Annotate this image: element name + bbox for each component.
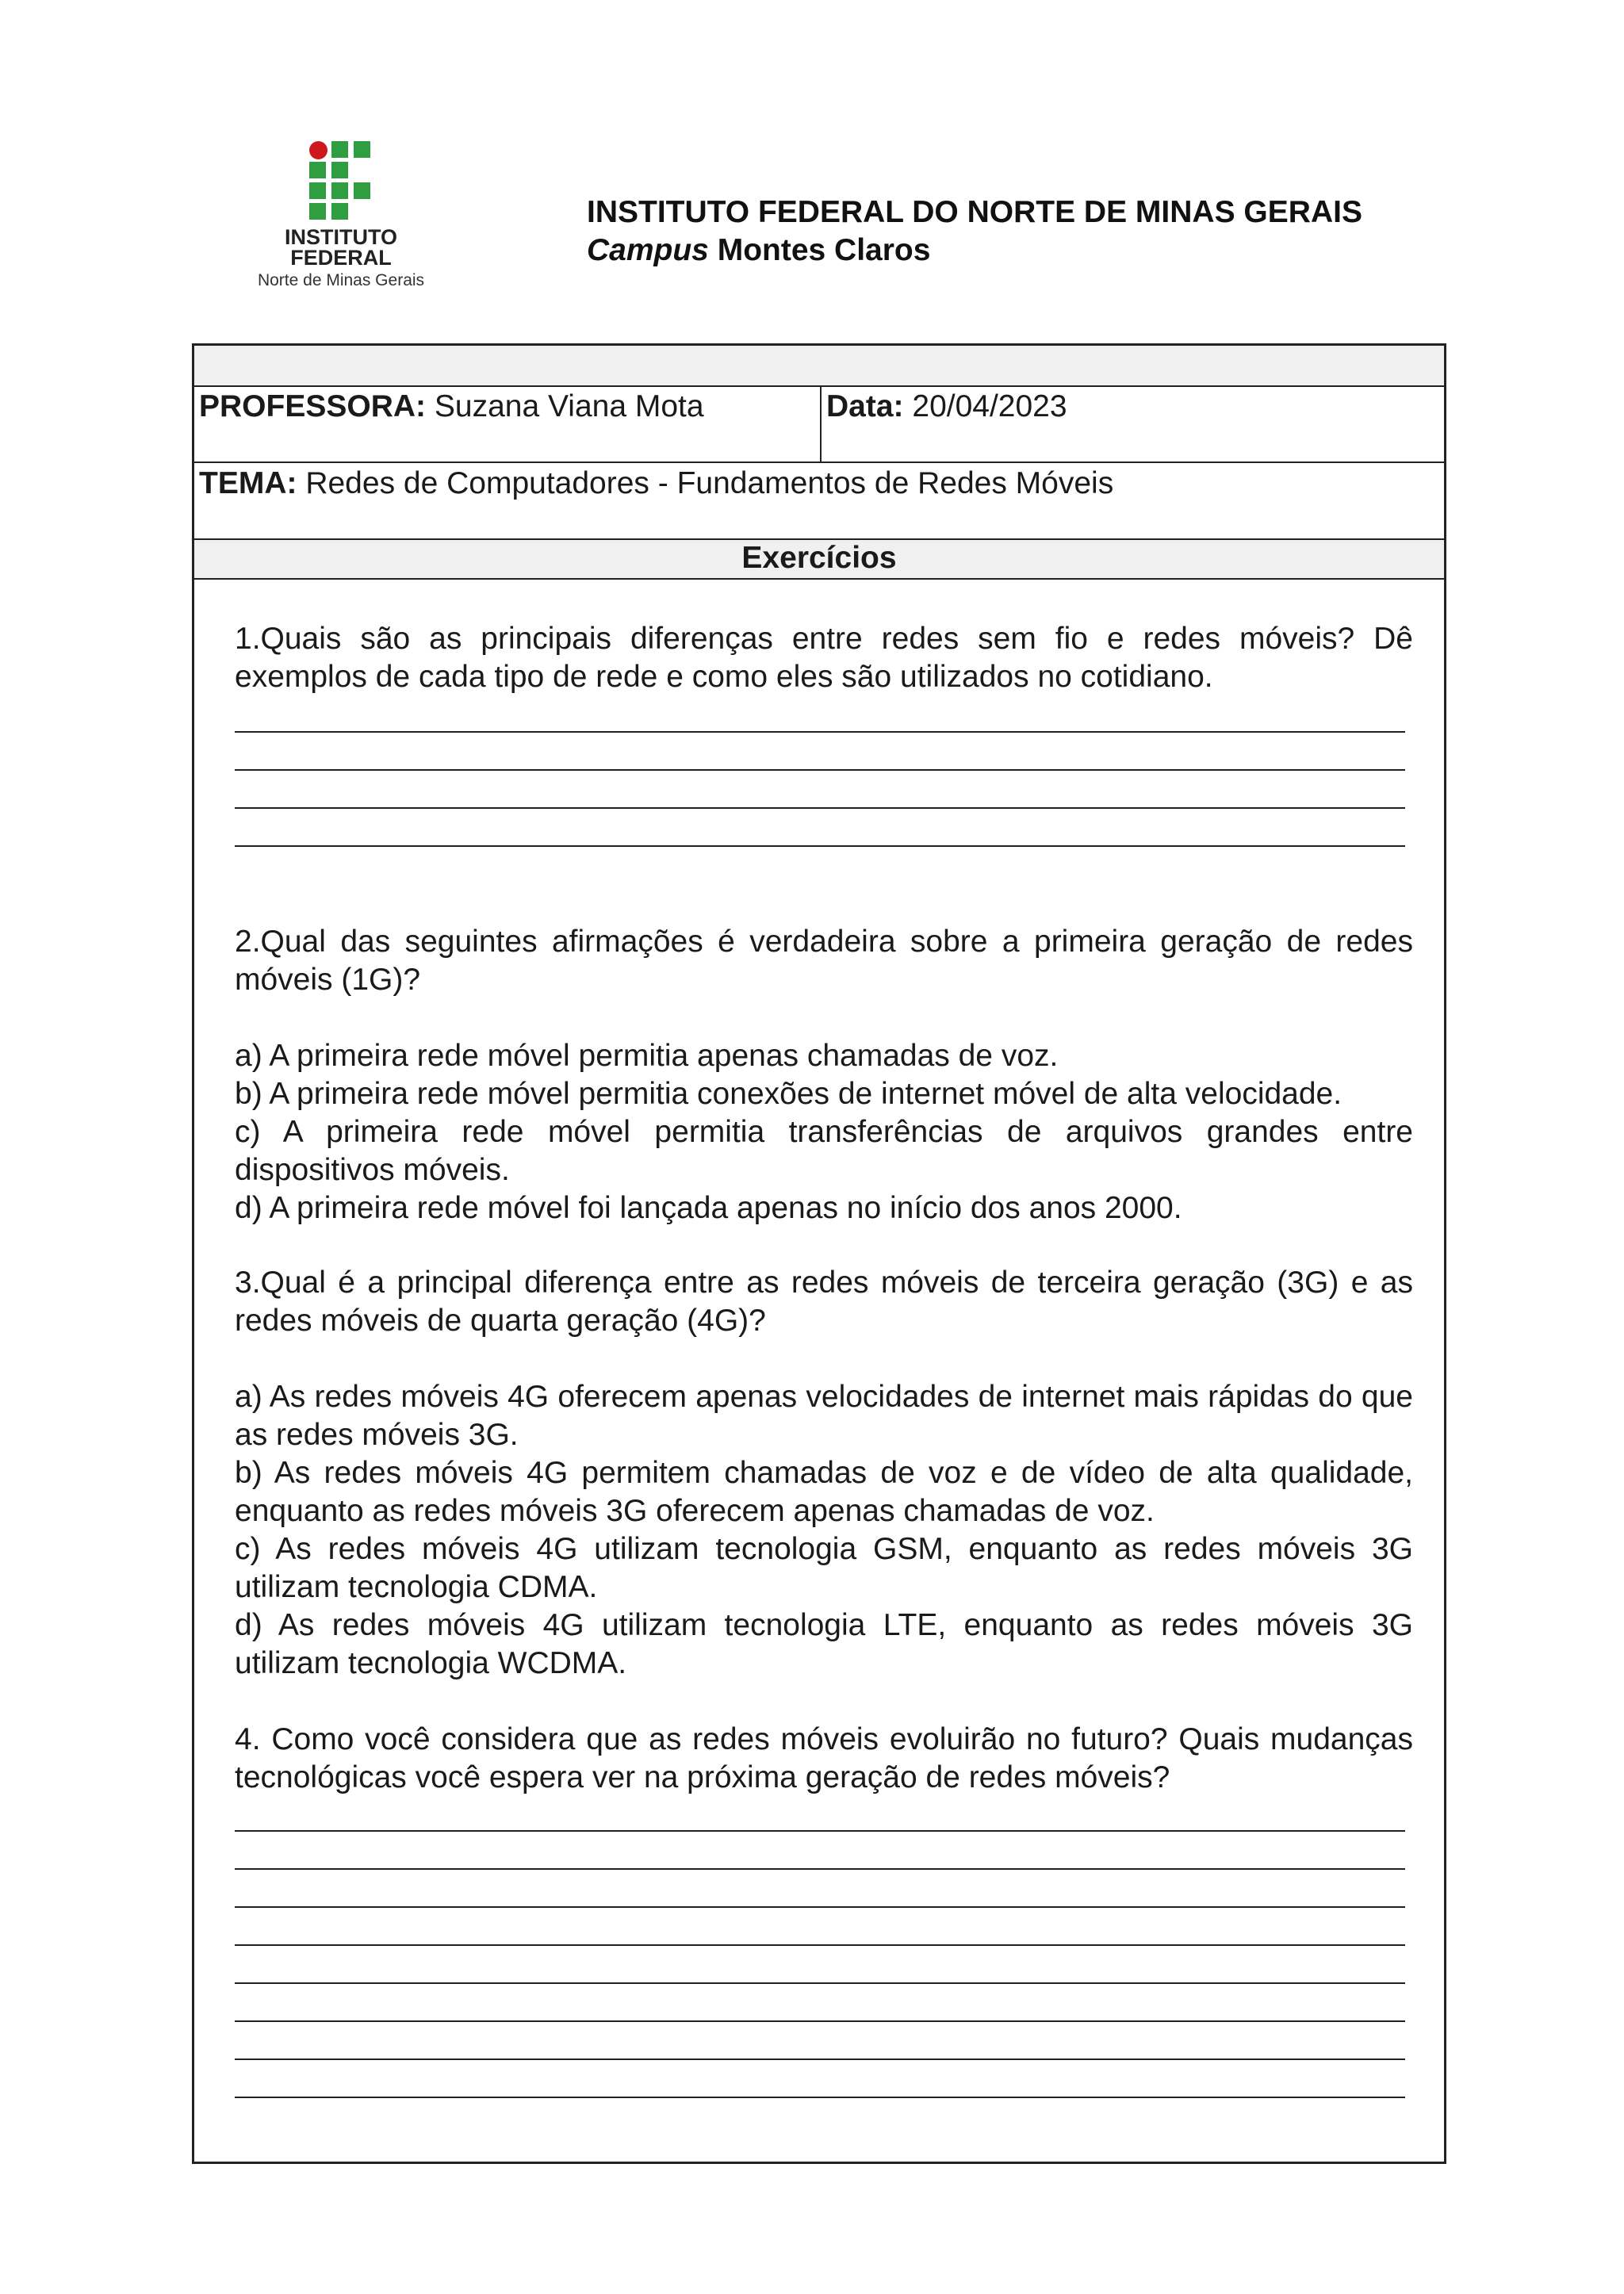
question-2: 2.Qual das seguintes afirmações é verdadeira sobre a primeira geração de redes móveis (1G)? bbox=[235, 925, 1413, 997]
campus-label: Campus bbox=[587, 233, 709, 267]
institution-title: INSTITUTO FEDERAL DO NORTE DE MINAS GERAIS bbox=[587, 195, 1362, 229]
question-2-option-d: d) A primeira rede móvel foi lançada apenas no início dos anos 2000. bbox=[235, 1191, 1182, 1225]
question-3-option-c: c) As redes móveis 4G utilizam tecnologia GSM, enquanto as redes móveis 3G utilizam tecnologia CDMA. bbox=[235, 1532, 1413, 1604]
answer-line[interactable] bbox=[235, 845, 1405, 847]
question-2-option-b: b) A primeira rede móvel permitia conexões de internet móvel de alta velocidade. bbox=[235, 1077, 1342, 1111]
institution-logo bbox=[238, 141, 444, 297]
answer-line[interactable] bbox=[235, 769, 1405, 771]
worksheet-frame bbox=[192, 343, 1446, 2164]
answer-line[interactable] bbox=[235, 807, 1405, 809]
logo-text-region: Norte de Minas Gerais bbox=[257, 271, 425, 289]
logo-text-instituto: INSTITUTO bbox=[284, 225, 397, 249]
theme-value: Redes de Computadores - Fundamentos de Redes Móveis bbox=[305, 466, 1114, 500]
cell-divider bbox=[820, 385, 822, 461]
question-3-option-b: b) As redes móveis 4G permitem chamadas de voz e de vídeo de alta qualidade, enquanto as redes móveis 3G oferecem apenas chamadas de voz. bbox=[235, 1456, 1413, 1528]
section-title: Exercícios bbox=[741, 541, 897, 575]
answer-line[interactable] bbox=[235, 2058, 1405, 2060]
answer-line[interactable] bbox=[235, 1906, 1405, 1908]
answer-line[interactable] bbox=[235, 1944, 1405, 1946]
professor-field bbox=[199, 388, 704, 426]
answer-line[interactable] bbox=[235, 731, 1405, 733]
theme-label: TEMA: bbox=[199, 466, 297, 500]
date-value: 20/04/2023 bbox=[912, 389, 1067, 423]
campus-title bbox=[587, 232, 930, 270]
logo-grid-icon bbox=[309, 141, 373, 219]
professor-label: PROFESSORA: bbox=[199, 389, 427, 423]
date-label: Data: bbox=[826, 389, 904, 423]
header-shaded-row bbox=[194, 346, 1444, 385]
question-1: 1.Quais são as principais diferenças entre redes sem fio e redes móveis? Dê exemplos de cada tipo de rede e como eles são utilizados no cotidiano. bbox=[235, 622, 1413, 694]
answer-line[interactable] bbox=[235, 1830, 1405, 1832]
question-2-option-c: c) A primeira rede móvel permitia transferências de arquivos grandes entre dispositivos móveis. bbox=[235, 1115, 1413, 1187]
question-4: 4. Como você considera que as redes móveis evoluirão no futuro? Quais mudanças tecnológicas você espera ver na próxima geração de redes móveis? bbox=[235, 1722, 1413, 1794]
answer-line[interactable] bbox=[235, 1982, 1405, 1984]
question-3: 3.Qual é a principal diferença entre as redes móveis de terceira geração (3G) e as redes móveis de quarta geração (4G)? bbox=[235, 1266, 1413, 1338]
answer-line[interactable] bbox=[235, 2020, 1405, 2022]
professor-value: Suzana Viana Mota bbox=[434, 389, 704, 423]
answer-line[interactable] bbox=[235, 2097, 1405, 2098]
question-3-option-d: d) As redes móveis 4G utilizam tecnologia LTE, enquanto as redes móveis 3G utilizam tecnologia WCDMA. bbox=[235, 1608, 1413, 1680]
answer-line[interactable] bbox=[235, 1868, 1405, 1870]
question-2-option-a: a) A primeira rede móvel permitia apenas chamadas de voz. bbox=[235, 1039, 1059, 1073]
date-field bbox=[826, 388, 1067, 426]
theme-field bbox=[199, 465, 1113, 503]
campus-name: Montes Claros bbox=[717, 233, 931, 267]
question-3-option-a: a) As redes móveis 4G oferecem apenas velocidades de internet mais rápidas do que as redes móveis 3G. bbox=[235, 1380, 1413, 1452]
logo-text-federal: FEDERAL bbox=[290, 246, 392, 270]
